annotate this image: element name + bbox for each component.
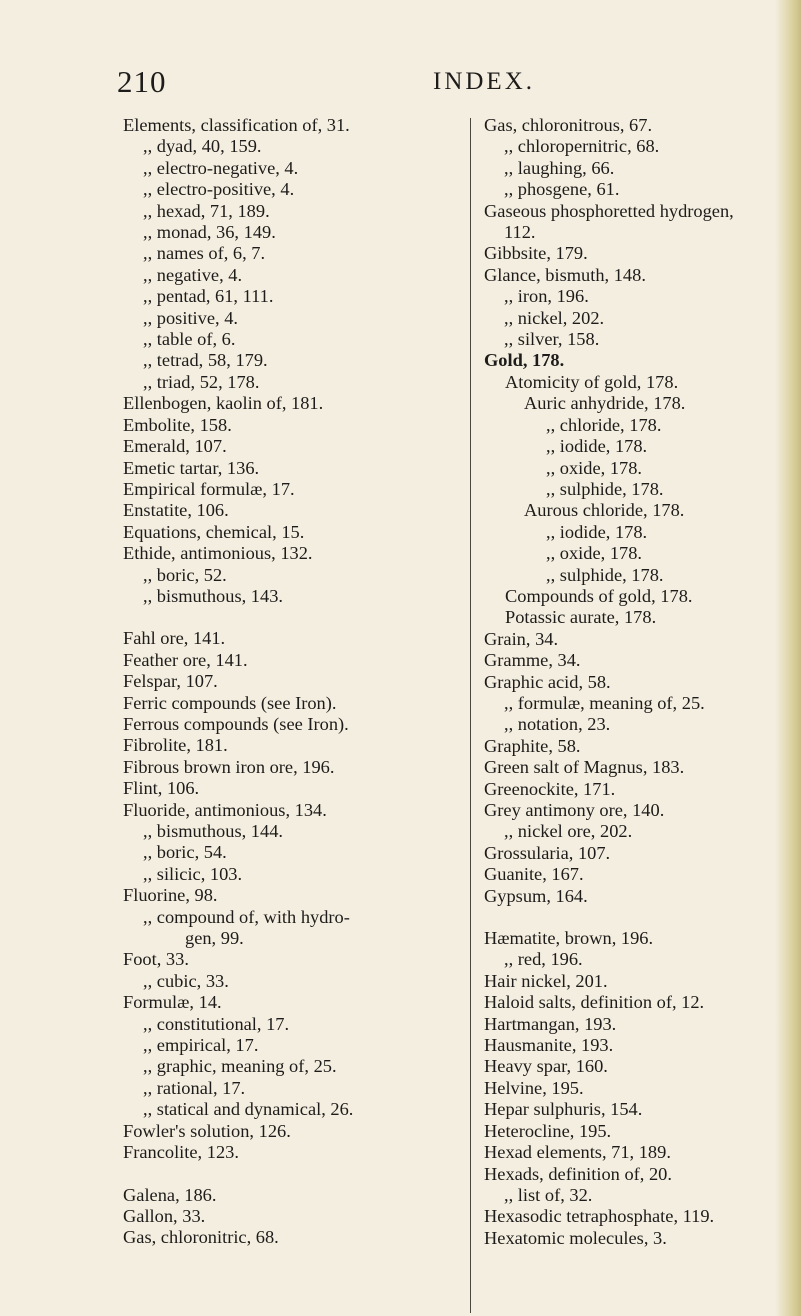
index-entry: Gas, chloronitric, 68. — [123, 1227, 279, 1248]
index-entry: ,, pentad, 61, 111. — [143, 286, 274, 307]
index-entry: Gas, chloronitrous, 67. — [484, 115, 653, 135]
index-entry: Grey antimony ore, 140. — [484, 800, 665, 820]
index-entry: ,, laughing, 66. — [504, 157, 615, 178]
index-entry: Guanite, 167. — [484, 864, 584, 885]
index-entry: ,, electro-positive, 4. — [143, 179, 295, 200]
index-entry: Fibrolite, 181. — [123, 735, 228, 756]
index-entry: ,, iodide, 178. — [546, 521, 648, 542]
index-entry: Hexatomic molecules, 3. — [484, 1227, 667, 1248]
index-entry: ,, chloride, 178. — [546, 414, 662, 435]
index-entry: Emerald, 107. — [123, 436, 227, 457]
index-entry: Compounds of gold, 178. — [505, 585, 693, 606]
index-entry: Gaseous phosphoretted hydrogen, — [484, 200, 734, 221]
index-entry: Gold, 178. — [484, 350, 565, 371]
index-entry: Hartmangan, 193. — [484, 1013, 617, 1034]
index-entry: Gallon, 33. — [123, 1205, 206, 1226]
index-entry: Hexad elements, 71, 189. — [484, 1142, 671, 1163]
index-entry: Graphic acid, 58. — [484, 671, 611, 692]
index-entry: Auric anhydride, 178. — [524, 393, 686, 414]
index-entry: ,, silicic, 103. — [143, 863, 243, 884]
index-entry: ,, iodide, 178. — [546, 436, 648, 457]
index-entry: ,, dyad, 40, 159. — [143, 136, 262, 157]
index-entry: Haloid salts, definition of, 12. — [484, 992, 705, 1013]
index-entry: Heavy spar, 160. — [484, 1056, 608, 1077]
column-divider — [470, 118, 471, 1313]
index-entry: Galena, 186. — [123, 1184, 217, 1205]
index-entry: Hair nickel, 201. — [484, 970, 608, 991]
index-entry: Francolite, 123. — [123, 1142, 239, 1163]
index-entry: ,, rational, 17. — [143, 1077, 246, 1098]
index-entry: Fowler's solution, 126. — [123, 1120, 291, 1141]
index-entry: Gramme, 34. — [484, 650, 581, 671]
index-entry: Ferric compounds (see Iron). — [123, 692, 337, 713]
index-entry: Aurous chloride, 178. — [524, 500, 685, 521]
index-entry: ,, names of, 6, 7. — [143, 243, 266, 264]
page-number: 210 — [117, 64, 167, 99]
index-entry: ,, iron, 196. — [504, 286, 589, 307]
index-entry: Grossularia, 107. — [484, 842, 611, 863]
entry-gap — [484, 907, 780, 928]
index-entry: Glance, bismuth, 148. — [484, 264, 646, 285]
index-entry: ,, negative, 4. — [143, 264, 243, 285]
index-entry: ,, red, 196. — [504, 949, 583, 970]
index-entry: 112. — [504, 222, 536, 243]
index-entry: gen, 99. — [185, 928, 244, 949]
index-entry: Potassic aurate, 178. — [505, 607, 657, 628]
index-entry: ,, bismuthous, 144. — [143, 821, 283, 841]
index-entry: Hepar sulphuris, 154. — [484, 1099, 643, 1120]
index-entry: ,, notation, 23. — [504, 714, 611, 735]
index-entry: ,, graphic, meaning of, 25. — [143, 1056, 337, 1077]
running-head: INDEX. — [433, 68, 536, 95]
index-entry: Fluoride, antimonious, 134. — [123, 799, 327, 820]
index-column-left — [123, 115, 468, 1249]
index-entry: Enstatite, 106. — [123, 500, 229, 521]
index-entry: Grain, 34. — [484, 628, 559, 649]
entry-gap — [123, 1164, 468, 1185]
index-entry: Emetic tartar, 136. — [123, 457, 260, 478]
index-entry: Greenockite, 171. — [484, 778, 616, 799]
index-entry: ,, statical and dynamical, 26. — [143, 1099, 354, 1120]
index-entry: ,, sulphide, 178. — [546, 478, 664, 499]
index-entry: Hexads, definition of, 20. — [484, 1163, 672, 1184]
index-entry: ,, positive, 4. — [143, 307, 239, 328]
index-entry: ,, constitutional, 17. — [143, 1013, 290, 1034]
index-entry: Fahl ore, 141. — [123, 628, 226, 649]
index-entry: Graphite, 58. — [484, 735, 581, 756]
index-entry: Gypsum, 164. — [484, 885, 588, 906]
index-entry: ,, boric, 54. — [143, 842, 227, 863]
index-entry: ,, triad, 52, 178. — [143, 371, 260, 392]
index-entry: ,, sulphide, 178. — [546, 564, 664, 585]
index-entry: ,, cubic, 33. — [143, 970, 229, 991]
index-entry: Foot, 33. — [123, 949, 189, 970]
index-entry: ,, compound of, with hydro- — [143, 906, 350, 927]
index-entry: Felspar, 107. — [123, 671, 218, 692]
index-entry: Gibbsite, 179. — [484, 243, 588, 264]
index-entry: Formulæ, 14. — [123, 992, 222, 1013]
index-entry: Flint, 106. — [123, 778, 200, 799]
index-entry: ,, monad, 36, 149. — [143, 222, 276, 243]
index-entry: ,, electro-negative, 4. — [143, 157, 299, 178]
index-entry: Embolite, 158. — [123, 414, 232, 435]
index-entry: Ellenbogen, kaolin of, 181. — [123, 393, 324, 414]
index-entry: Atomicity of gold, 178. — [505, 371, 679, 392]
index-entry: ,, table of, 6. — [143, 329, 236, 350]
index-entry: Heterocline, 195. — [484, 1120, 612, 1141]
index-entry: ,, silver, 158. — [504, 329, 600, 350]
index-entry: ,, phosgene, 61. — [504, 179, 620, 200]
index-column-right — [484, 115, 780, 1249]
index-entry: ,, tetrad, 58, 179. — [143, 350, 268, 371]
entry-gap — [123, 607, 468, 628]
index-entry: Feather ore, 141. — [123, 649, 248, 670]
index-entry: Helvine, 195. — [484, 1077, 584, 1098]
index-entry: ,, nickel, 202. — [504, 307, 605, 328]
index-entry: Green salt of Magnus, 183. — [484, 757, 685, 778]
index-entry: Empirical formulæ, 17. — [123, 478, 295, 499]
index-entry: ,, boric, 52. — [143, 564, 227, 585]
index-entry: Elements, classification of, 31. — [123, 115, 350, 135]
index-entry: ,, nickel ore, 202. — [504, 821, 633, 842]
index-entry: ,, oxide, 178. — [546, 543, 643, 564]
index-entry: Hæmatite, brown, 196. — [484, 928, 654, 949]
index-entry: ,, empirical, 17. — [143, 1035, 259, 1056]
index-entry: ,, list of, 32. — [504, 1184, 593, 1205]
index-entry: ,, chloropernitric, 68. — [504, 136, 660, 157]
index-entry: Ferrous compounds (see Iron). — [123, 713, 349, 734]
index-entry: Ethide, antimonious, 132. — [123, 543, 313, 564]
index-entry: ,, oxide, 178. — [546, 457, 643, 478]
index-entry: Hexasodic tetraphosphate, 119. — [484, 1206, 715, 1227]
index-entry: Equations, chemical, 15. — [123, 521, 305, 542]
index-entry: ,, formulæ, meaning of, 25. — [504, 692, 705, 713]
index-entry: ,, bismuthous, 143. — [143, 585, 283, 606]
index-entry: Fluorine, 98. — [123, 885, 218, 906]
index-entry: Fibrous brown iron ore, 196. — [123, 756, 335, 777]
index-entry: ,, hexad, 71, 189. — [143, 200, 270, 221]
index-entry: Hausmanite, 193. — [484, 1035, 614, 1056]
